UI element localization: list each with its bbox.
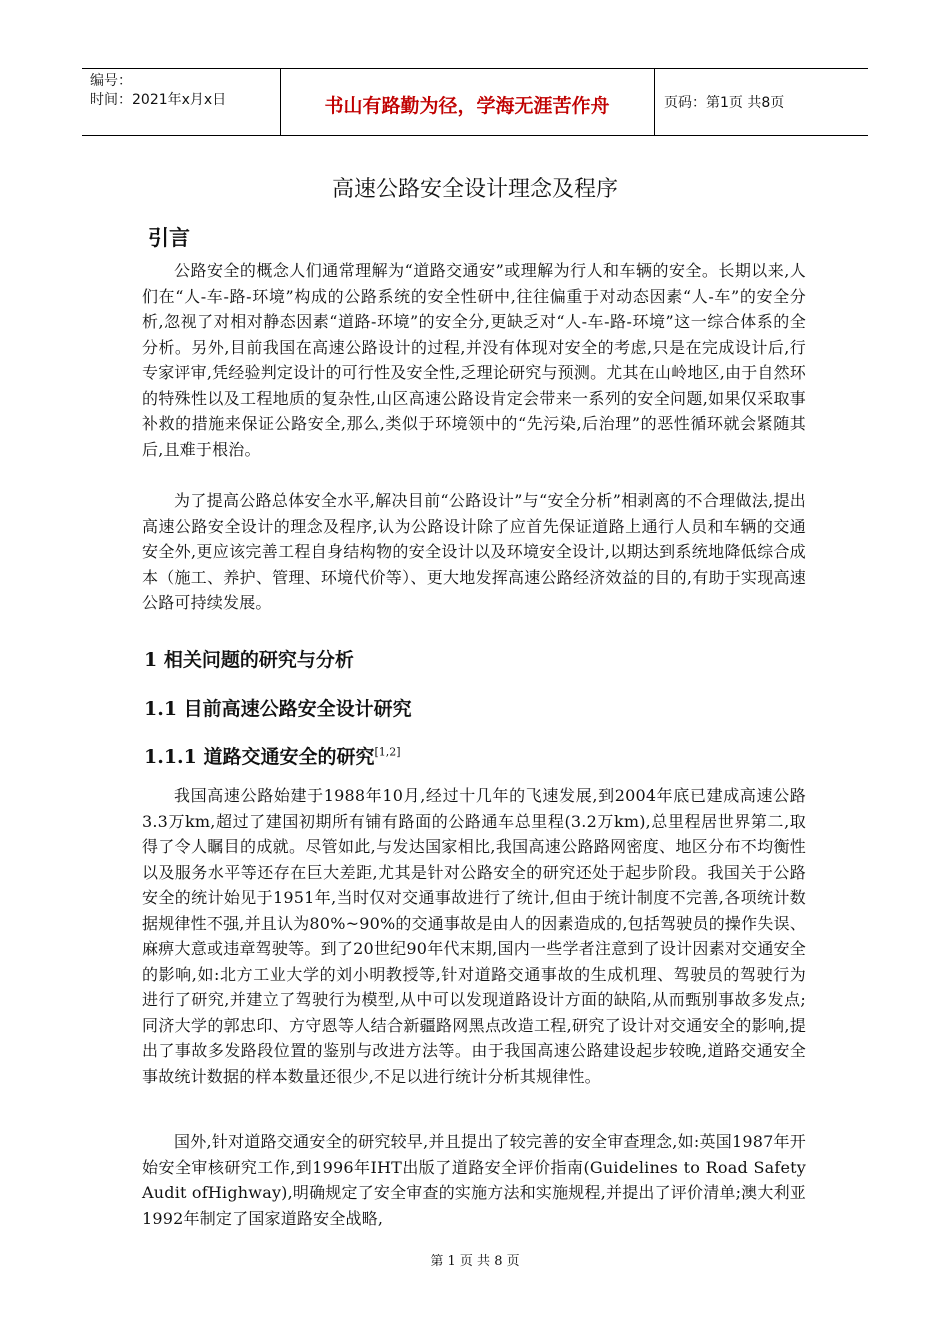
- header-page-info: 页码：第1页 共8页: [664, 95, 785, 111]
- intro-paragraph: 为了提高公路总体安全水平,解决目前“公路设计”与“安全分析”相剥离的不合理做法,提出高速公路安全设计的理念及程序,认为公路设计除了应首先保证道路上通行人员和车辆的交通安全外,更应该完善工程自身结构物的安全设计以及环境安全设计,以期达到系统地降低综合成本（施工、养护、管理、环境代价等）、更大地发挥高速公路经济效益的目的,有助于实现高速公路可持续发展。: [142, 491, 806, 612]
- header-motto: 书山有路勤为径，学海无涯苦作舟: [324, 95, 610, 117]
- citation-ref: [1,2]: [374, 745, 401, 759]
- header-top-rule: [82, 68, 868, 69]
- section-heading: [144, 742, 401, 769]
- body-paragraph: 国外,针对道路交通安全的研究较早,并且提出了较完善的安全审查理念,如:英国1987年开始安全审核研究工作,到1996年IHT出版了道路安全评价指南(Guidelines to Road Safety Audit ofHighway),明确规定了安全审查的实施方法和实施规程,并提出了评价清单;澳大利亚1992年制定了国家道路安全战略,: [142, 1132, 806, 1228]
- header-divider: [280, 68, 281, 135]
- page-footer: 第 1 页 共 8 页: [430, 1254, 520, 1269]
- header-meta: [90, 72, 226, 110]
- document-title: 高速公路安全设计理念及程序: [331, 177, 618, 202]
- intro-heading: 引言: [148, 226, 190, 250]
- section-heading-text: 1.1.1 道路交通安全的研究: [144, 746, 375, 768]
- section-heading: 1 相关问题的研究与分析: [144, 649, 354, 671]
- serial-label: 编号：: [90, 73, 132, 89]
- section-heading: 1.1 目前高速公路安全设计研究: [144, 698, 412, 720]
- header-divider: [654, 68, 655, 135]
- time-label: 时间：2021年x月x日: [90, 92, 227, 108]
- header-bottom-rule: [82, 135, 868, 136]
- intro-paragraph: 公路安全的概念人们通常理解为“道路交通安”或理解为行人和车辆的安全。长期以来,人们在“人-车-路-环境”构成的公路系统的安全性研中,往往偏重于对动态因素“人-车”的安全分析,忽视了对相对静态因素“道路-环境”的安全分,更缺乏对“人-车-路-环境”这一综合体系的全分析。另外,目前我国在高速公路设计的过程,并没有体现对安全的考虑,只是在完成设计后,行专家评审,凭经验判定设计的可行性及安全性,乏理论研究与预测。尤其在山岭地区,由于自然环的特殊性以及工程地质的复杂性,山区高速公路设肯定会带来一系列的安全问题,如果仅采取事补救的措施来保证公路安全,那么,类似于环境领中的“先污染,后治理”的恶性循环就会紧随其后,且难于根治。: [142, 261, 806, 459]
- body-paragraph: 我国高速公路始建于1988年10月,经过十几年的飞速发展,到2004年底已建成高速公路3.3万km,超过了建国初期所有铺有路面的公路通车总里程(3.2万km),总里程居世界第二,取得了令人瞩目的成就。尽管如此,与发达国家相比,我国高速公路路网密度、地区分布不均衡性以及服务水平等还存在巨大差距,尤其是针对公路安全的研究还处于起步阶段。我国关于公路安全的统计始见于1951年,当时仅对交通事故进行了统计,但由于统计制度不完善,各项统计数据规律性不强,并且认为80%~90%的交通事故是由人的因素造成的,包括驾驶员的操作失误、麻痹大意或违章驾驶等。到了20世纪90年代末期,国内一些学者注意到了设计因素对交通安全的影响,如:北方工业大学的刘小明教授等,针对道路交通事故的生成机理、驾驶员的驾驶行为进行了研究,并建立了驾驶行为模型,从中可以发现道路设计方面的缺陷,从而甄别事故多发点;同济大学的郭忠印、方守恩等人结合新疆路网黑点改造工程,研究了设计对交通安全的影响,提出了事故多发路段位置的鉴别与改进方法等。由于我国高速公路建设起步较晚,道路交通安全事故统计数据的样本数量还很少,不足以进行统计分析其规律性。: [142, 786, 806, 1086]
